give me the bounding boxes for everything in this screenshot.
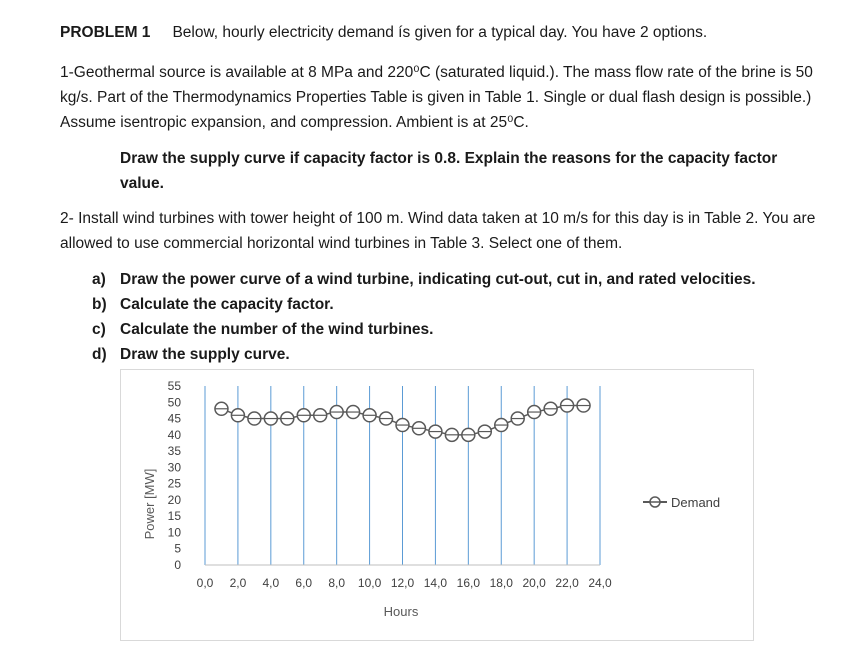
- y-tick-label: 40: [167, 427, 181, 442]
- task-text: Calculate the number of the wind turbines.: [120, 321, 434, 338]
- x-tick-label: 12,0: [390, 576, 415, 590]
- y-tick-label: 55: [167, 379, 181, 393]
- legend-label: Demand: [671, 495, 721, 510]
- y-tick-label: 30: [167, 460, 181, 475]
- option2-text: 2- Install wind turbines with tower height of 100 m. Wind data taken at 10 m/s for this day is in Table 2. You are allowed to use commercial horizontal wind turbines in Table 3. Select one of them.: [60, 210, 816, 252]
- demand-point: [231, 409, 244, 422]
- demand-point: [281, 412, 294, 425]
- demand-point: [380, 412, 393, 425]
- y-tick-label: 20: [167, 492, 181, 507]
- demand-point: [544, 402, 557, 415]
- demand-point: [511, 412, 524, 425]
- demand-point: [264, 412, 277, 425]
- task-marker: c): [92, 321, 106, 338]
- demand-point: [429, 425, 442, 438]
- y-tick-label: 10: [167, 525, 181, 540]
- demand-point: [445, 428, 458, 441]
- y-tick-label: 50: [167, 395, 181, 410]
- demand-point: [297, 409, 310, 422]
- task-text: Draw the power curve of a wind turbine, indicating cut-out, cut in, and rated velocities.: [120, 271, 756, 288]
- problem-label: PROBLEM 1: [60, 24, 151, 41]
- demand-point: [330, 406, 343, 419]
- demand-point: [396, 419, 409, 432]
- problem-header: [60, 20, 707, 45]
- x-tick-label: 24,0: [588, 576, 612, 590]
- task-item: [92, 342, 756, 367]
- x-tick-label: 22,0: [555, 576, 579, 590]
- demand-point: [561, 399, 574, 412]
- demand-point: [347, 406, 360, 419]
- demand-point: [363, 409, 376, 422]
- y-tick-label: 15: [167, 509, 181, 524]
- demand-point: [248, 412, 261, 425]
- task-list: [92, 267, 756, 367]
- demand-point: [314, 409, 327, 422]
- y-tick-label: 45: [167, 411, 181, 426]
- demand-chart: [120, 369, 754, 641]
- x-tick-label: 14,0: [423, 576, 448, 590]
- y-tick-label: 35: [167, 444, 181, 459]
- y-axis-label: Power [MW]: [142, 468, 157, 540]
- task-item: [92, 267, 756, 292]
- task-marker: b): [92, 296, 107, 313]
- x-tick-label: 6,0: [295, 576, 313, 590]
- demand-point: [215, 402, 228, 415]
- option1-text: 1-Geothermal source is available at 8 MPa and 220⁰C (saturated liquid.). The mass flow rate of the brine is 50 kg/s. Part of the Thermodynamics Properties Table is given in Table 1. Single or dual flash design is possible.) Assume isentropic expansion, and compression. Ambient is at 25⁰C.: [60, 64, 813, 131]
- x-tick-label: 10,0: [357, 576, 382, 590]
- x-tick-label: 18,0: [489, 576, 513, 590]
- y-tick-label: 0: [174, 558, 181, 572]
- x-tick-label: 0,0: [196, 576, 214, 590]
- y-tick-label: 25: [167, 476, 181, 491]
- task-marker: d): [92, 346, 107, 363]
- demand-point: [577, 399, 590, 412]
- x-tick-label: 4,0: [262, 576, 280, 590]
- demand-point: [462, 428, 475, 441]
- demand-point: [412, 422, 425, 435]
- demand-point: [528, 406, 541, 419]
- y-tick-label: 5: [174, 541, 181, 556]
- task-item: [92, 317, 756, 342]
- task-text: Draw the supply curve.: [120, 346, 290, 363]
- x-axis-label: Hours: [383, 604, 419, 619]
- x-tick-label: 8,0: [328, 576, 346, 590]
- task-marker: a): [92, 271, 106, 288]
- x-tick-label: 20,0: [522, 576, 546, 590]
- task-text: Calculate the capacity factor.: [120, 296, 334, 313]
- problem-intro: Below, hourly electricity demand ís given for a typical day. You have 2 options.: [172, 24, 708, 41]
- demand-point: [495, 419, 508, 432]
- option1-question: Draw the supply curve if capacity factor is 0.8. Explain the reasons for the capacity factor value.: [120, 150, 778, 192]
- task-item: [92, 292, 756, 317]
- x-tick-label: 2,0: [229, 576, 247, 590]
- x-tick-label: 16,0: [456, 576, 481, 590]
- demand-point: [478, 425, 491, 438]
